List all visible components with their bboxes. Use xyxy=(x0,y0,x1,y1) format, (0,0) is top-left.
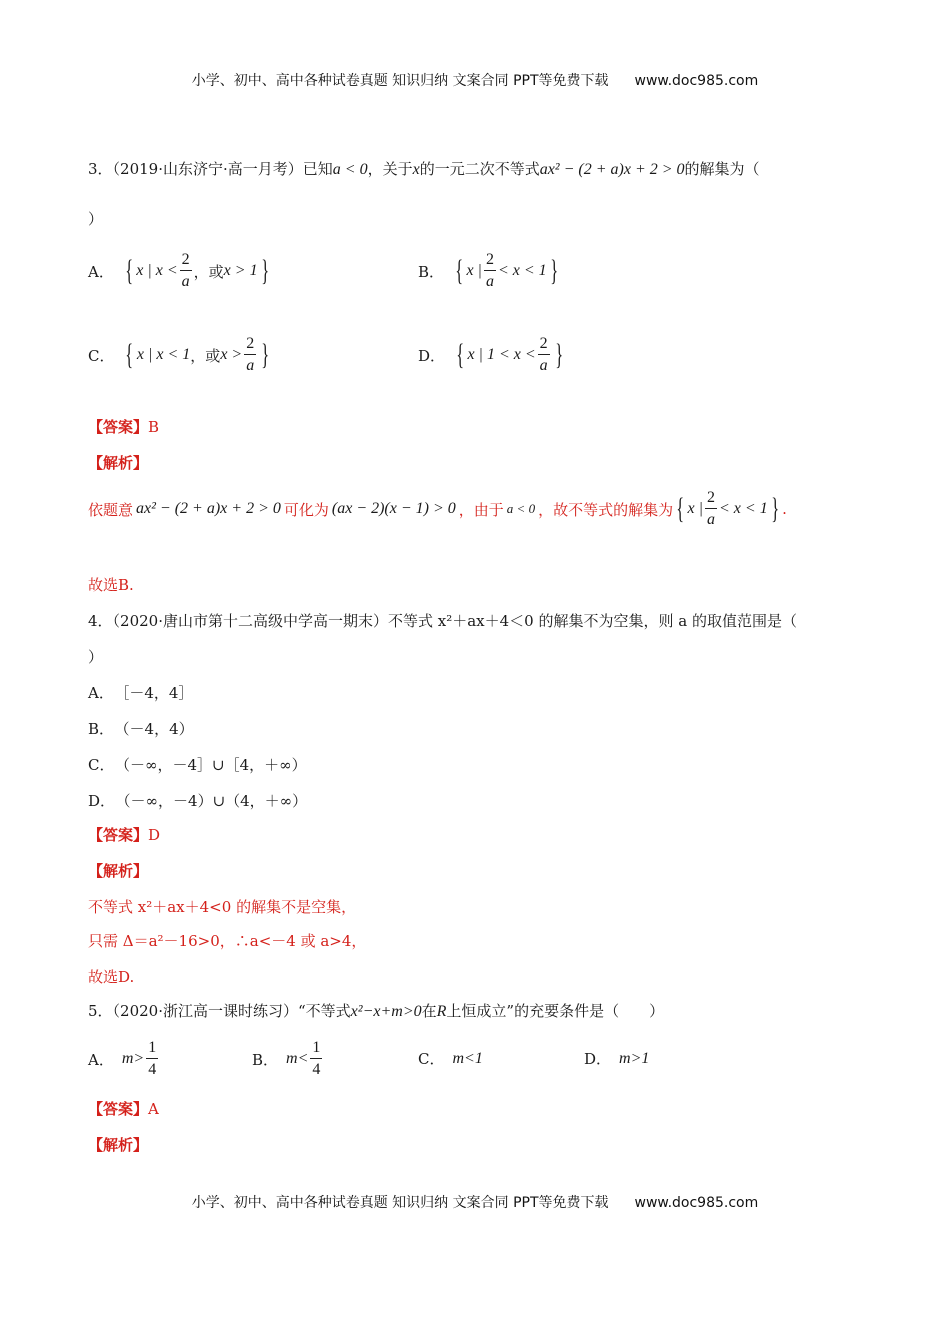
analysis-end: . xyxy=(782,500,787,518)
option-label: C． xyxy=(418,1050,445,1068)
q3-analysis-tag xyxy=(88,452,148,474)
q3-text-2: 的一元二次不等式 xyxy=(419,160,540,178)
q5-number: 5． xyxy=(88,1002,113,1020)
option-label: B． xyxy=(252,1050,279,1069)
q5-option-a[interactable] xyxy=(88,1040,160,1078)
answer-value: D xyxy=(148,826,161,844)
q5-text-pre: （2020·浙江高一课时练习）“不等式 xyxy=(112,1002,351,1020)
q3-source: （2019·山东济宁·高一月考）已知 xyxy=(112,160,333,178)
option-label: C． xyxy=(88,756,115,774)
q4-option-b[interactable] xyxy=(88,718,194,740)
q5-option-c[interactable] xyxy=(418,1048,483,1069)
q4-analysis-tag xyxy=(88,860,148,882)
q4-option-d[interactable] xyxy=(88,790,307,812)
fraction xyxy=(705,490,717,528)
right-brace: } xyxy=(554,338,563,371)
answer-tag: 【答案】 xyxy=(88,1100,149,1118)
fraction xyxy=(180,252,192,290)
fraction xyxy=(484,252,496,290)
numerator: 2 xyxy=(244,336,256,355)
numerator: 2 xyxy=(538,336,550,355)
q5-inequality: x²−x+m>0 xyxy=(350,1003,422,1020)
or-text: ，或 xyxy=(193,262,224,281)
analysis-text: ，由于 xyxy=(458,500,504,519)
numerator: 1 xyxy=(146,1040,158,1059)
q3-answer xyxy=(88,416,159,438)
denominator: a xyxy=(246,357,255,374)
q3-option-b[interactable] xyxy=(418,252,561,290)
analysis-tag: 【解析】 xyxy=(88,454,149,472)
option-label: D． xyxy=(88,792,116,810)
analysis-condition: a < 0 xyxy=(506,501,536,516)
analysis-text: 依题意 xyxy=(88,500,134,519)
q4-option-c[interactable] xyxy=(88,754,307,776)
option-label: B． xyxy=(88,720,115,738)
q3-analysis-line xyxy=(88,490,787,528)
q3-text-1: ，关于 xyxy=(367,160,413,178)
q3-option-c[interactable] xyxy=(88,336,273,374)
q4-analysis-3: 故选D. xyxy=(88,968,135,986)
numerator: 2 xyxy=(484,252,496,271)
option-label: A． xyxy=(88,1050,114,1069)
q5-option-b[interactable] xyxy=(252,1040,324,1078)
set-condition: x > xyxy=(220,346,243,363)
option-text: m< xyxy=(286,1050,309,1067)
option-label: A． xyxy=(88,262,114,281)
numerator: 2 xyxy=(705,490,717,509)
q5-answer xyxy=(88,1098,159,1120)
denominator: 4 xyxy=(148,1061,157,1078)
q3-option-a[interactable] xyxy=(88,252,272,290)
option-text: m> xyxy=(121,1050,145,1067)
denominator: 4 xyxy=(312,1061,321,1078)
option-label: B． xyxy=(418,262,445,281)
answer-value: A xyxy=(148,1100,159,1118)
q4-number: 4． xyxy=(88,612,113,630)
left-brace: { xyxy=(125,254,134,287)
set-builder: x | x < xyxy=(136,262,178,279)
set-builder: x | xyxy=(466,262,482,279)
option-text: （－∞，－4］∪［4，＋∞） xyxy=(122,756,307,774)
q5-text-in: 在 xyxy=(421,1002,437,1020)
footer-text: 小学、初中、高中各种试卷真题 知识归纳 文案合同 PPT等免费下载 xyxy=(191,1195,609,1211)
option-text: m>1 xyxy=(619,1049,650,1067)
q3-number: 3． xyxy=(88,160,113,178)
q4-analysis-1: 不等式 x²＋ax＋4<0 的解集不是空集， xyxy=(88,898,357,916)
denominator: a xyxy=(485,273,494,290)
left-brace: { xyxy=(676,492,685,525)
option-label: A． xyxy=(88,684,114,702)
q3-stem xyxy=(88,158,760,181)
q5-text-post: 上恒成立”的充要条件是（ ） xyxy=(446,1002,665,1020)
q5-set-r: R xyxy=(436,1003,447,1020)
q5-option-d[interactable] xyxy=(584,1048,649,1069)
fraction xyxy=(538,336,550,374)
set-condition: < x < 1 xyxy=(719,500,768,517)
q4-analysis-2: 只需 Δ＝a²－16>0，∴a<－4 或 a>4， xyxy=(88,932,367,950)
q4-text: （2020·唐山市第十二高级中学高一期末）不等式 x²＋ax＋4＜0 的解集不为空集，则 a 的取值范围是（ xyxy=(112,612,797,630)
q3-text-3: 的解集为（ xyxy=(684,160,760,178)
analysis-tag: 【解析】 xyxy=(88,1136,149,1154)
header-url[interactable]: www.doc985.com xyxy=(634,73,759,89)
q5-analysis-tag xyxy=(88,1134,148,1156)
numerator: 1 xyxy=(310,1040,322,1059)
option-text: m<1 xyxy=(452,1049,483,1067)
set-builder: x | xyxy=(687,500,703,517)
numerator: 2 xyxy=(180,252,192,271)
option-text: （－∞，－4）∪（4，＋∞） xyxy=(123,792,308,810)
right-brace: } xyxy=(549,254,558,287)
q3-close: ） xyxy=(88,210,104,228)
left-brace: { xyxy=(456,338,465,371)
right-brace: } xyxy=(260,254,269,287)
set-builder: x | 1 < x < xyxy=(467,346,536,363)
right-brace: } xyxy=(261,338,270,371)
analysis-factored: (ax − 2)(x − 1) > 0 xyxy=(331,500,456,517)
set-condition: x > 1 xyxy=(223,262,258,279)
q3-inequality: ax² − (2 + a)x + 2 > 0 xyxy=(539,161,685,178)
q5-stem xyxy=(88,1000,664,1023)
set-condition: < x < 1 xyxy=(497,262,547,279)
analysis-text: ，故不等式的解集为 xyxy=(538,500,674,519)
answer-tag: 【答案】 xyxy=(88,826,149,844)
fraction xyxy=(310,1040,322,1078)
q3-option-d[interactable] xyxy=(418,336,566,374)
footer-url[interactable]: www.doc985.com xyxy=(634,1195,759,1211)
fraction xyxy=(244,336,256,374)
answer-tag: 【答案】 xyxy=(88,418,149,436)
denominator: a xyxy=(539,357,548,374)
left-brace: { xyxy=(455,254,464,287)
q3-final: 故选B. xyxy=(88,576,134,594)
fraction xyxy=(146,1040,158,1078)
option-text: （－4，4） xyxy=(122,720,194,738)
q3-var: x xyxy=(412,161,420,178)
denominator: a xyxy=(707,511,715,528)
q3-condition: a < 0 xyxy=(332,161,368,178)
q4-answer xyxy=(88,824,160,846)
or-text: ，或 xyxy=(190,346,221,365)
analysis-tag: 【解析】 xyxy=(88,862,149,880)
q4-stem xyxy=(88,610,797,632)
set-builder: x | x < 1 xyxy=(136,346,191,363)
q4-option-a[interactable] xyxy=(88,682,193,704)
q4-close: ） xyxy=(88,648,104,666)
header-text: 小学、初中、高中各种试卷真题 知识归纳 文案合同 PPT等免费下载 xyxy=(191,73,609,89)
option-text: ［－4，4］ xyxy=(121,684,194,702)
answer-value: B xyxy=(148,418,160,436)
page-header xyxy=(0,70,950,90)
analysis-text: 可化为 xyxy=(283,500,329,519)
page-footer xyxy=(0,1192,950,1212)
right-brace: } xyxy=(770,492,779,525)
option-label: D． xyxy=(584,1050,612,1068)
analysis-inequality: ax² − (2 + a)x + 2 > 0 xyxy=(136,500,281,517)
option-label: D． xyxy=(418,346,446,365)
denominator: a xyxy=(181,273,190,290)
option-label: C． xyxy=(88,346,115,365)
left-brace: { xyxy=(125,338,134,371)
